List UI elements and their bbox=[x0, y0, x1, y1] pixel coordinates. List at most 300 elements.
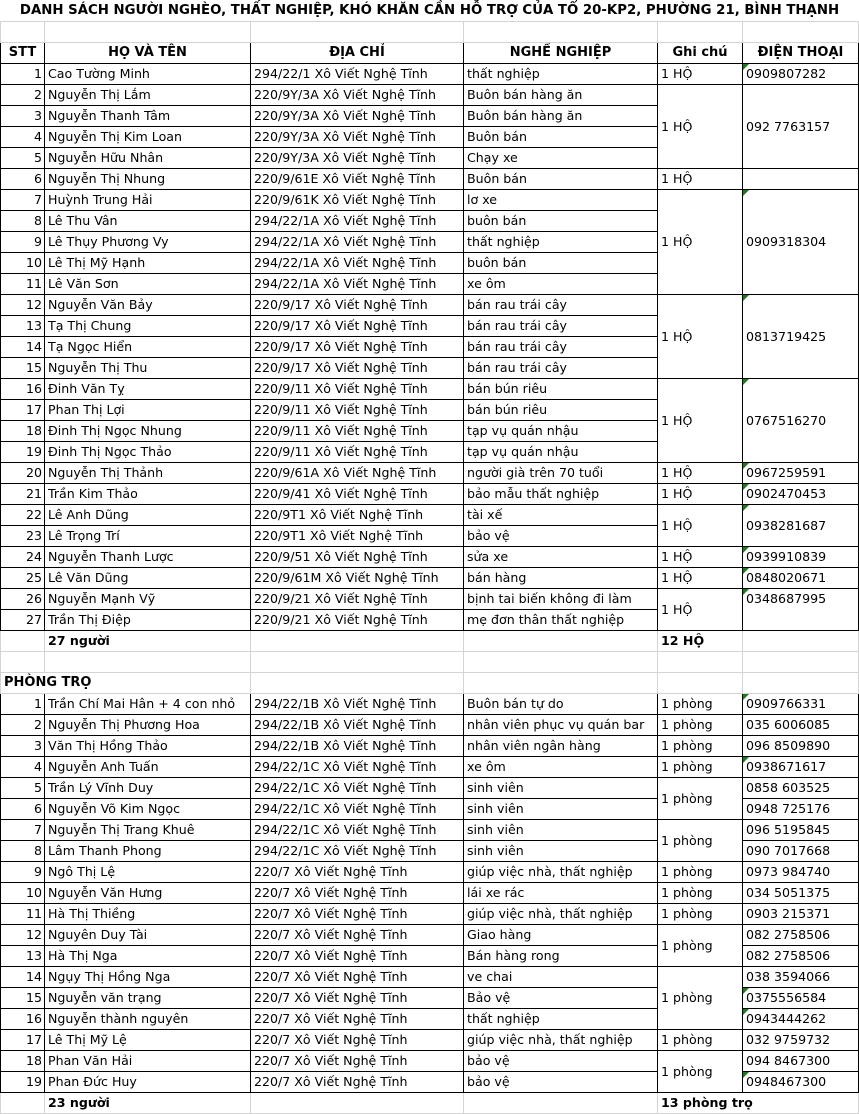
table-row bbox=[1, 190, 859, 211]
phone-cell[interactable]: 0767516270 bbox=[743, 379, 859, 463]
name-cell[interactable]: Nguyên Duy Tài bbox=[45, 925, 251, 946]
phone-cell[interactable]: 094 8467300 bbox=[743, 1051, 859, 1072]
job-cell[interactable]: sinh viên bbox=[464, 841, 658, 862]
note-cell[interactable]: 1 phòng bbox=[658, 904, 743, 925]
address-cell[interactable]: 220/9/21 Xô Viết Nghệ Tĩnh bbox=[251, 589, 464, 610]
address-cell[interactable]: 220/9/17 Xô Viết Nghệ Tĩnh bbox=[251, 358, 464, 379]
header-name[interactable]: HỌ VÀ TÊN bbox=[45, 43, 251, 64]
note-cell[interactable]: 1 phòng bbox=[658, 757, 743, 778]
name-cell[interactable]: Nguyễn Thị Kim Loan bbox=[45, 127, 251, 148]
stt-cell[interactable]: 19 bbox=[1, 442, 45, 463]
address-cell[interactable]: 220/9/11 Xô Viết Nghệ Tĩnh bbox=[251, 421, 464, 442]
job-cell[interactable]: ve chai bbox=[464, 967, 658, 988]
stt-cell[interactable]: 2 bbox=[1, 715, 45, 736]
stt-cell[interactable]: 3 bbox=[1, 736, 45, 757]
total-people[interactable]: 23 người bbox=[45, 1093, 251, 1114]
job-cell[interactable]: người già trên 70 tuổi bbox=[464, 463, 658, 484]
job-cell[interactable]: xe ôm bbox=[464, 274, 658, 295]
name-cell[interactable]: Nguyễn Văn Bảy bbox=[45, 295, 251, 316]
name-cell[interactable]: Nguyễn Thanh Lược bbox=[45, 547, 251, 568]
cell[interactable] bbox=[251, 22, 464, 43]
stt-cell[interactable]: 15 bbox=[1, 358, 45, 379]
table-row bbox=[1, 379, 859, 400]
note-cell[interactable]: 1 phòng bbox=[658, 1030, 743, 1051]
total-row bbox=[1, 631, 859, 652]
phone-cell[interactable]: 038 3594066 bbox=[743, 967, 859, 988]
address-cell[interactable]: 220/7 Xô Viết Nghệ Tĩnh bbox=[251, 862, 464, 883]
name-cell[interactable]: Trần Thị Điệp bbox=[45, 610, 251, 631]
note-cell[interactable]: 1 phòng bbox=[658, 820, 743, 862]
stt-cell[interactable]: 1 bbox=[1, 694, 45, 715]
stt-cell[interactable]: 13 bbox=[1, 316, 45, 337]
stt-cell[interactable]: 9 bbox=[1, 862, 45, 883]
name-cell[interactable]: Phan Thị Lợi bbox=[45, 400, 251, 421]
note-cell[interactable]: 1 phòng bbox=[658, 1051, 743, 1093]
name-cell[interactable]: Lâm Thanh Phong bbox=[45, 841, 251, 862]
cell[interactable] bbox=[658, 22, 743, 43]
job-cell[interactable]: Chạy xe bbox=[464, 148, 658, 169]
table-row bbox=[1, 1030, 859, 1051]
name-cell[interactable]: Nguyễn Thị Lắm bbox=[45, 85, 251, 106]
note-cell[interactable]: 1 phòng bbox=[658, 694, 743, 715]
total-people[interactable]: 27 người bbox=[45, 631, 251, 652]
address-cell[interactable]: 220/9/11 Xô Viết Nghệ Tĩnh bbox=[251, 400, 464, 421]
table-row bbox=[1, 463, 859, 484]
stt-cell[interactable]: 17 bbox=[1, 1030, 45, 1051]
title-row bbox=[1, 0, 859, 22]
stt-cell[interactable]: 18 bbox=[1, 1051, 45, 1072]
stt-cell[interactable]: 5 bbox=[1, 148, 45, 169]
address-cell[interactable]: 220/9/61E Xô Viết Nghệ Tĩnh bbox=[251, 169, 464, 190]
stt-cell[interactable]: 9 bbox=[1, 232, 45, 253]
address-cell[interactable]: 220/9T1 Xô Viết Nghệ Tĩnh bbox=[251, 526, 464, 547]
job-cell[interactable]: sinh viên bbox=[464, 799, 658, 820]
cell[interactable] bbox=[251, 1093, 464, 1114]
address-cell[interactable]: 220/7 Xô Viết Nghệ Tĩnh bbox=[251, 1009, 464, 1030]
cell[interactable] bbox=[1, 631, 45, 652]
job-cell[interactable]: lơ xe bbox=[464, 190, 658, 211]
stt-cell[interactable]: 14 bbox=[1, 337, 45, 358]
cell[interactable] bbox=[1, 652, 45, 673]
job-cell[interactable]: sinh viên bbox=[464, 778, 658, 799]
section-row bbox=[1, 673, 859, 694]
table-row bbox=[1, 778, 859, 799]
name-cell[interactable]: Nguyễn Thị Thu bbox=[45, 358, 251, 379]
job-cell[interactable]: giúp việc nhà, thất nghiệp bbox=[464, 862, 658, 883]
name-cell[interactable]: Huỳnh Trung Hải bbox=[45, 190, 251, 211]
address-cell[interactable]: 294/22/1C Xô Viết Nghệ Tĩnh bbox=[251, 841, 464, 862]
job-cell[interactable]: nhân viên ngân hàng bbox=[464, 736, 658, 757]
sheet-title[interactable]: DANH SÁCH NGƯỜI NGHÈO, THẤT NGHIỆP, KHÓ KHĂN CẦN HỖ TRỢ CỦA TỔ 20-KP2, PHƯỜNG 21, BÌNH THẠNH bbox=[19, 2, 840, 18]
job-cell[interactable]: buôn bán bbox=[464, 211, 658, 232]
job-cell[interactable]: giúp việc nhà, thất nghiệp bbox=[464, 1030, 658, 1051]
cell[interactable] bbox=[658, 652, 743, 673]
job-cell[interactable]: Buôn bán hàng ăn bbox=[464, 85, 658, 106]
address-cell[interactable]: 220/7 Xô Viết Nghệ Tĩnh bbox=[251, 1030, 464, 1051]
note-cell[interactable]: 1 phòng bbox=[658, 736, 743, 757]
job-cell[interactable]: thất nghiệp bbox=[464, 64, 658, 85]
address-cell[interactable]: 220/9/41 Xô Viết Nghệ Tĩnh bbox=[251, 484, 464, 505]
note-cell[interactable]: 1 HỘ bbox=[658, 190, 743, 295]
name-cell[interactable]: Văn Thị Hồng Thảo bbox=[45, 736, 251, 757]
name-cell[interactable]: Nguyễn Thị Nhung bbox=[45, 169, 251, 190]
table-row bbox=[1, 820, 859, 841]
job-cell[interactable]: tạp vụ quán nhậu bbox=[464, 421, 658, 442]
address-cell[interactable]: 220/9T1 Xô Viết Nghệ Tĩnh bbox=[251, 505, 464, 526]
cell[interactable] bbox=[743, 22, 859, 43]
phone-cell[interactable]: 0967259591 bbox=[743, 463, 859, 484]
cell[interactable] bbox=[45, 652, 251, 673]
stt-cell[interactable]: 21 bbox=[1, 484, 45, 505]
stt-cell[interactable]: 11 bbox=[1, 274, 45, 295]
address-cell[interactable]: 220/9/11 Xô Viết Nghệ Tĩnh bbox=[251, 379, 464, 400]
job-cell[interactable]: thất nghiệp bbox=[464, 1009, 658, 1030]
name-cell[interactable]: Lê Văn Sơn bbox=[45, 274, 251, 295]
name-cell[interactable]: Trần Chí Mai Hân + 4 con nhỏ bbox=[45, 694, 251, 715]
table-row bbox=[1, 505, 859, 526]
job-cell[interactable]: bán rau trái cây bbox=[464, 337, 658, 358]
table-row bbox=[1, 904, 859, 925]
stt-cell[interactable]: 14 bbox=[1, 967, 45, 988]
cell[interactable] bbox=[45, 22, 251, 43]
phone-cell[interactable]: 0909766331 bbox=[743, 694, 859, 715]
name-cell[interactable]: Nguyễn Thanh Tâm bbox=[45, 106, 251, 127]
name-cell[interactable]: Nguyễn Võ Kim Ngọc bbox=[45, 799, 251, 820]
stt-cell[interactable]: 15 bbox=[1, 988, 45, 1009]
phone-cell[interactable]: 034 5051375 bbox=[743, 883, 859, 904]
section-title[interactable]: PHÒNG TRỌ bbox=[1, 673, 251, 694]
table-row bbox=[1, 589, 859, 610]
stt-cell[interactable]: 11 bbox=[1, 904, 45, 925]
stt-cell[interactable]: 8 bbox=[1, 841, 45, 862]
name-cell[interactable]: Cao Tường Minh bbox=[45, 64, 251, 85]
name-cell[interactable]: Nguyễn Mạnh Vỹ bbox=[45, 589, 251, 610]
job-cell[interactable]: bán rau trái cây bbox=[464, 358, 658, 379]
name-cell[interactable]: Lê Trọng Trí bbox=[45, 526, 251, 547]
stt-cell[interactable]: 25 bbox=[1, 568, 45, 589]
phone-cell[interactable]: 0938671617 bbox=[743, 757, 859, 778]
job-cell[interactable]: sửa xe bbox=[464, 547, 658, 568]
cell[interactable] bbox=[464, 631, 658, 652]
stt-cell[interactable]: 6 bbox=[1, 169, 45, 190]
note-cell[interactable]: 1 HỘ bbox=[658, 64, 743, 85]
cell[interactable] bbox=[1, 1093, 45, 1114]
name-cell[interactable]: Hà Thị Thiềng bbox=[45, 904, 251, 925]
stt-cell[interactable]: 16 bbox=[1, 1009, 45, 1030]
table-row bbox=[1, 862, 859, 883]
stt-cell[interactable]: 19 bbox=[1, 1072, 45, 1093]
address-cell[interactable]: 294/22/1A Xô Viết Nghệ Tĩnh bbox=[251, 253, 464, 274]
stt-cell[interactable]: 12 bbox=[1, 295, 45, 316]
stt-cell[interactable]: 1 bbox=[1, 64, 45, 85]
table-row bbox=[1, 925, 859, 946]
job-cell[interactable]: nhân viên phục vụ quán bar bbox=[464, 715, 658, 736]
stt-cell[interactable]: 10 bbox=[1, 253, 45, 274]
cell[interactable] bbox=[1, 22, 45, 43]
job-cell[interactable]: bán hàng bbox=[464, 568, 658, 589]
name-cell[interactable]: Tạ Ngọc Hiển bbox=[45, 337, 251, 358]
job-cell[interactable]: xe ôm bbox=[464, 757, 658, 778]
phone-cell[interactable]: 096 8509890 bbox=[743, 736, 859, 757]
phone-cell[interactable]: 0948467300 bbox=[743, 1072, 859, 1093]
phone-cell[interactable]: 032 9759732 bbox=[743, 1030, 859, 1051]
address-cell[interactable]: 220/7 Xô Viết Nghệ Tĩnh bbox=[251, 1051, 464, 1072]
address-cell[interactable]: 220/9Y/3A Xô Viết Nghệ Tĩnh bbox=[251, 127, 464, 148]
job-cell[interactable]: Buôn bán bbox=[464, 127, 658, 148]
header-note[interactable]: Ghi chú bbox=[658, 43, 743, 64]
job-cell[interactable]: bán bún riêu bbox=[464, 379, 658, 400]
job-cell[interactable]: buôn bán bbox=[464, 253, 658, 274]
name-cell[interactable]: Lê Thị Mỹ Lệ bbox=[45, 1030, 251, 1051]
note-cell[interactable]: 1 HỘ bbox=[658, 547, 743, 568]
job-cell[interactable]: Bán hàng rong bbox=[464, 946, 658, 967]
stt-cell[interactable]: 4 bbox=[1, 757, 45, 778]
address-cell[interactable]: 294/22/1B Xô Viết Nghệ Tĩnh bbox=[251, 736, 464, 757]
job-cell[interactable]: Buôn bán tự do bbox=[464, 694, 658, 715]
job-cell[interactable]: thất nghiệp bbox=[464, 232, 658, 253]
name-cell[interactable]: Ngụy Thị Hồng Nga bbox=[45, 967, 251, 988]
name-cell[interactable]: Phan Đức Huy bbox=[45, 1072, 251, 1093]
stt-cell[interactable]: 22 bbox=[1, 505, 45, 526]
phone-cell[interactable]: 0973 984740 bbox=[743, 862, 859, 883]
job-cell[interactable]: Bảo vệ bbox=[464, 988, 658, 1009]
name-cell[interactable]: Trần Kim Thảo bbox=[45, 484, 251, 505]
address-cell[interactable]: 220/9Y/3A Xô Viết Nghệ Tĩnh bbox=[251, 85, 464, 106]
phone-cell[interactable]: 0902470453 bbox=[743, 484, 859, 505]
job-cell[interactable]: Giao hàng bbox=[464, 925, 658, 946]
name-cell[interactable]: Nguyễn Anh Tuấn bbox=[45, 757, 251, 778]
phone-cell[interactable]: 0909807282 bbox=[743, 64, 859, 85]
stt-cell[interactable]: 23 bbox=[1, 526, 45, 547]
note-cell[interactable]: 1 phòng bbox=[658, 967, 743, 1030]
name-cell[interactable]: Phan Văn Hải bbox=[45, 1051, 251, 1072]
table-row bbox=[1, 694, 859, 715]
name-cell[interactable]: Lê Thu Vân bbox=[45, 211, 251, 232]
stt-cell[interactable]: 13 bbox=[1, 946, 45, 967]
job-cell[interactable]: bảo vệ bbox=[464, 1072, 658, 1093]
cell[interactable] bbox=[251, 652, 464, 673]
name-cell[interactable]: Nguyễn thành nguyên bbox=[45, 1009, 251, 1030]
job-cell[interactable]: giúp việc nhà, thất nghiệp bbox=[464, 904, 658, 925]
job-cell[interactable]: tạp vụ quán nhậu bbox=[464, 442, 658, 463]
stt-cell[interactable]: 2 bbox=[1, 85, 45, 106]
phone-cell[interactable]: 090 7017668 bbox=[743, 841, 859, 862]
stt-cell[interactable]: 20 bbox=[1, 463, 45, 484]
address-cell[interactable]: 220/7 Xô Viết Nghệ Tĩnh bbox=[251, 883, 464, 904]
address-cell[interactable]: 294/22/1A Xô Viết Nghệ Tĩnh bbox=[251, 211, 464, 232]
total-households[interactable]: 12 HỘ bbox=[658, 631, 743, 652]
cell[interactable] bbox=[251, 631, 464, 652]
table-row bbox=[1, 967, 859, 988]
job-cell[interactable]: sinh viên bbox=[464, 820, 658, 841]
cell[interactable] bbox=[464, 652, 658, 673]
table-row bbox=[1, 736, 859, 757]
name-cell[interactable]: Hà Thị Nga bbox=[45, 946, 251, 967]
phone-cell[interactable]: 0943444262 bbox=[743, 1009, 859, 1030]
cell[interactable] bbox=[251, 673, 464, 694]
stt-cell[interactable]: 18 bbox=[1, 421, 45, 442]
stt-cell[interactable]: 3 bbox=[1, 106, 45, 127]
job-cell[interactable]: bảo mẫu thất nghiệp bbox=[464, 484, 658, 505]
name-cell[interactable]: Nguyễn Thị Trang Khuê bbox=[45, 820, 251, 841]
cell[interactable] bbox=[743, 631, 859, 652]
name-cell[interactable]: Nguyễn Thị Phương Hoa bbox=[45, 715, 251, 736]
note-cell[interactable]: 1 HỘ bbox=[658, 484, 743, 505]
address-cell[interactable]: 220/9/61M Xô Viết Nghệ Tĩnh bbox=[251, 568, 464, 589]
address-cell[interactable]: 220/9Y/3A Xô Viết Nghệ Tĩnh bbox=[251, 106, 464, 127]
cell[interactable] bbox=[743, 673, 859, 694]
stt-cell[interactable]: 26 bbox=[1, 589, 45, 610]
address-cell[interactable]: 220/7 Xô Viết Nghệ Tĩnh bbox=[251, 967, 464, 988]
job-cell[interactable]: mẹ đơn thân thất nghiệp bbox=[464, 610, 658, 631]
note-cell[interactable]: 1 HỘ bbox=[658, 463, 743, 484]
phone-cell[interactable]: 0858 603525 bbox=[743, 778, 859, 799]
note-cell[interactable]: 1 phòng bbox=[658, 883, 743, 904]
name-cell[interactable]: Nguyễn Hữu Nhân bbox=[45, 148, 251, 169]
phone-cell[interactable]: 0938281687 bbox=[743, 505, 859, 547]
name-cell[interactable]: Tạ Thị Chung bbox=[45, 316, 251, 337]
header-stt[interactable]: STT bbox=[1, 43, 45, 64]
name-cell[interactable]: Đinh Thị Ngọc Thảo bbox=[45, 442, 251, 463]
name-cell[interactable]: Đinh Thị Ngọc Nhung bbox=[45, 421, 251, 442]
stt-cell[interactable]: 5 bbox=[1, 778, 45, 799]
name-cell[interactable]: Lê Thị Mỹ Hạnh bbox=[45, 253, 251, 274]
phone-cell[interactable] bbox=[743, 169, 859, 190]
stt-cell[interactable]: 7 bbox=[1, 190, 45, 211]
stt-cell[interactable]: 24 bbox=[1, 547, 45, 568]
phone-cell[interactable]: 035 6006085 bbox=[743, 715, 859, 736]
note-cell[interactable]: 1 phòng bbox=[658, 778, 743, 820]
phone-cell[interactable]: 0848020671 bbox=[743, 568, 859, 589]
note-cell[interactable]: 1 phòng bbox=[658, 862, 743, 883]
job-cell[interactable]: bán rau trái cây bbox=[464, 316, 658, 337]
address-cell[interactable]: 220/7 Xô Viết Nghệ Tĩnh bbox=[251, 1072, 464, 1093]
stt-cell[interactable]: 27 bbox=[1, 610, 45, 631]
address-cell[interactable]: 294/22/1C Xô Viết Nghệ Tĩnh bbox=[251, 778, 464, 799]
address-cell[interactable]: 294/22/1C Xô Viết Nghệ Tĩnh bbox=[251, 757, 464, 778]
note-cell[interactable]: 1 HỘ bbox=[658, 505, 743, 547]
name-cell[interactable]: Lê Văn Dũng bbox=[45, 568, 251, 589]
name-cell[interactable]: Lê Anh Dũng bbox=[45, 505, 251, 526]
name-cell[interactable]: Trần Lý Vĩnh Duy bbox=[45, 778, 251, 799]
total-rooms[interactable]: 13 phòng trọ bbox=[658, 1093, 859, 1114]
phone-cell[interactable]: 092 7763157 bbox=[743, 85, 859, 169]
cell[interactable] bbox=[743, 652, 859, 673]
address-cell[interactable]: 220/7 Xô Viết Nghệ Tĩnh bbox=[251, 925, 464, 946]
cell[interactable] bbox=[464, 673, 658, 694]
note-cell[interactable]: 1 phòng bbox=[658, 925, 743, 967]
note-cell[interactable]: 1 HỘ bbox=[658, 589, 743, 631]
note-cell[interactable]: 1 HỘ bbox=[658, 169, 743, 190]
note-cell[interactable]: 1 HỘ bbox=[658, 379, 743, 463]
job-cell[interactable]: bịnh tai biến không đi làm bbox=[464, 589, 658, 610]
name-cell[interactable]: Đinh Văn Tỵ bbox=[45, 379, 251, 400]
address-cell[interactable]: 294/22/1C Xô Viết Nghệ Tĩnh bbox=[251, 799, 464, 820]
address-cell[interactable]: 294/22/1A Xô Viết Nghệ Tĩnh bbox=[251, 232, 464, 253]
job-cell[interactable]: lái xe rác bbox=[464, 883, 658, 904]
cell[interactable] bbox=[658, 673, 743, 694]
address-cell[interactable]: 294/22/1B Xô Viết Nghệ Tĩnh bbox=[251, 694, 464, 715]
header-address[interactable]: ĐỊA CHỈ bbox=[251, 43, 464, 64]
stt-cell[interactable]: 4 bbox=[1, 127, 45, 148]
phone-cell[interactable]: 096 5195845 bbox=[743, 820, 859, 841]
address-cell[interactable]: 220/9/61A Xô Viết Nghệ Tĩnh bbox=[251, 463, 464, 484]
total-row bbox=[1, 1093, 859, 1114]
address-cell[interactable]: 220/7 Xô Viết Nghệ Tĩnh bbox=[251, 904, 464, 925]
job-cell[interactable]: bảo vệ bbox=[464, 526, 658, 547]
table-row bbox=[1, 85, 859, 106]
name-cell[interactable]: Lê Thụy Phương Vy bbox=[45, 232, 251, 253]
name-cell[interactable]: Ngô Thị Lệ bbox=[45, 862, 251, 883]
phone-cell[interactable]: 0909318304 bbox=[743, 190, 859, 295]
job-cell[interactable]: bán bún riêu bbox=[464, 400, 658, 421]
address-cell[interactable]: 220/9/17 Xô Viết Nghệ Tĩnh bbox=[251, 337, 464, 358]
phone-cell[interactable]: 0348687995 bbox=[743, 589, 859, 631]
address-cell[interactable]: 294/22/1B Xô Viết Nghệ Tĩnh bbox=[251, 715, 464, 736]
note-cell[interactable]: 1 HỘ bbox=[658, 568, 743, 589]
job-cell[interactable]: bán rau trái cây bbox=[464, 295, 658, 316]
stt-cell[interactable]: 6 bbox=[1, 799, 45, 820]
job-cell[interactable]: Buôn bán bbox=[464, 169, 658, 190]
job-cell[interactable]: tài xế bbox=[464, 505, 658, 526]
blank-row bbox=[1, 22, 859, 43]
address-cell[interactable]: 220/7 Xô Viết Nghệ Tĩnh bbox=[251, 946, 464, 967]
stt-cell[interactable]: 8 bbox=[1, 211, 45, 232]
address-cell[interactable]: 220/9/51 Xô Viết Nghệ Tĩnh bbox=[251, 547, 464, 568]
address-cell[interactable]: 294/22/1A Xô Viết Nghệ Tĩnh bbox=[251, 274, 464, 295]
header-phone[interactable]: ĐIỆN THOẠI bbox=[743, 43, 859, 64]
address-cell[interactable]: 220/7 Xô Viết Nghệ Tĩnh bbox=[251, 988, 464, 1009]
note-cell[interactable]: 1 HỘ bbox=[658, 85, 743, 169]
note-cell[interactable]: 1 HỘ bbox=[658, 295, 743, 379]
address-cell[interactable]: 220/9/21 Xô Viết Nghệ Tĩnh bbox=[251, 610, 464, 631]
table-row bbox=[1, 295, 859, 316]
phone-cell[interactable]: 0903 215371 bbox=[743, 904, 859, 925]
blank-row bbox=[1, 652, 859, 673]
header-row bbox=[1, 43, 859, 64]
phone-cell[interactable]: 082 2758506 bbox=[743, 946, 859, 967]
stt-cell[interactable]: 10 bbox=[1, 883, 45, 904]
table-row bbox=[1, 568, 859, 589]
phone-cell[interactable]: 082 2758506 bbox=[743, 925, 859, 946]
address-cell[interactable]: 220/9/61K Xô Viết Nghệ Tĩnh bbox=[251, 190, 464, 211]
address-cell[interactable]: 294/22/1 Xô Viết Nghệ Tĩnh bbox=[251, 64, 464, 85]
note-cell[interactable]: 1 phòng bbox=[658, 715, 743, 736]
address-cell[interactable]: 220/9/17 Xô Viết Nghệ Tĩnh bbox=[251, 295, 464, 316]
phone-cell[interactable]: 0948 725176 bbox=[743, 799, 859, 820]
cell[interactable] bbox=[464, 1093, 658, 1114]
phone-cell[interactable]: 0939910839 bbox=[743, 547, 859, 568]
header-job[interactable]: NGHỀ NGHIỆP bbox=[464, 43, 658, 64]
stt-cell[interactable]: 16 bbox=[1, 379, 45, 400]
name-cell[interactable]: Nguyễn văn trạng bbox=[45, 988, 251, 1009]
address-cell[interactable]: 294/22/1C Xô Viết Nghệ Tĩnh bbox=[251, 820, 464, 841]
name-cell[interactable]: Nguyễn Văn Hưng bbox=[45, 883, 251, 904]
name-cell[interactable]: Nguyễn Thị Thảnh bbox=[45, 463, 251, 484]
phone-cell[interactable]: 0813719425 bbox=[743, 295, 859, 379]
job-cell[interactable]: bảo vệ bbox=[464, 1051, 658, 1072]
address-cell[interactable]: 220/9Y/3A Xô Viết Nghệ Tĩnh bbox=[251, 148, 464, 169]
table-row bbox=[1, 757, 859, 778]
address-cell[interactable]: 220/9/11 Xô Viết Nghệ Tĩnh bbox=[251, 442, 464, 463]
job-cell[interactable]: Buôn bán hàng ăn bbox=[464, 106, 658, 127]
phone-cell[interactable]: 0375556584 bbox=[743, 988, 859, 1009]
cell[interactable] bbox=[464, 22, 658, 43]
stt-cell[interactable]: 7 bbox=[1, 820, 45, 841]
address-cell[interactable]: 220/9/17 Xô Viết Nghệ Tĩnh bbox=[251, 316, 464, 337]
stt-cell[interactable]: 12 bbox=[1, 925, 45, 946]
stt-cell[interactable]: 17 bbox=[1, 400, 45, 421]
